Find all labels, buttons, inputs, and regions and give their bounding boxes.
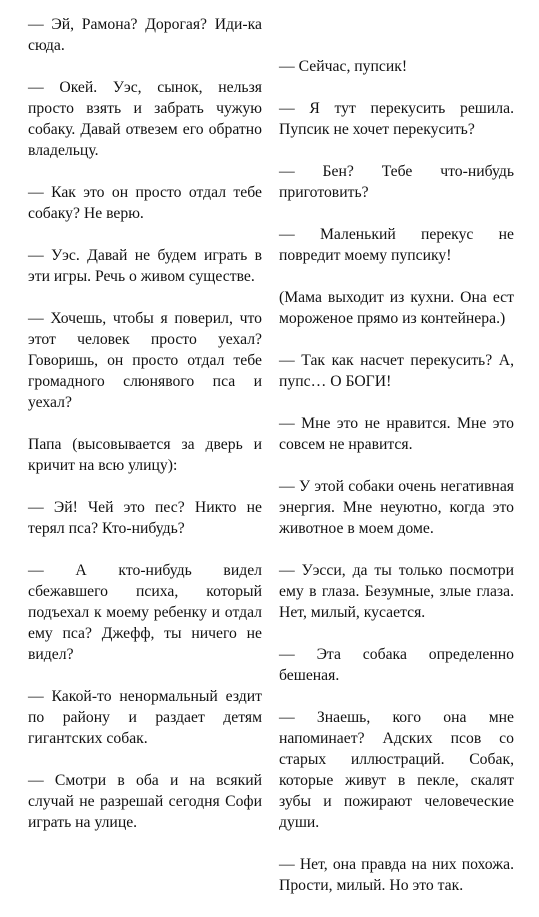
- paragraph: — Эта собака определенно бешеная.: [279, 646, 514, 684]
- paragraph: — Нет, она правда на них похожа. Прости, милый. Но это так.: [279, 856, 514, 894]
- paragraph: (Мама выходит из кухни. Она ест мороженое прямо из контейнера.): [279, 289, 514, 327]
- paragraph: — Уэс. Давай не будем играть в эти игры. Речь о живом существе.: [28, 247, 262, 285]
- paragraph: — А кто-нибудь видел сбежавшего психа, который подъехал к моему ребенку и отдал ему пса? Джефф, ты ничего не видел?: [28, 562, 262, 663]
- paragraph: — У этой собаки очень негативная энергия. Мне неуютно, когда это животное в моем доме.: [279, 478, 514, 537]
- paragraph: — Окей. Уэс, сынок, нельзя просто взять и забрать чужую собаку. Давай отвезем его обратно владельцу.: [28, 79, 262, 159]
- paragraph: — Как это он просто отдал тебе собаку? Не верю.: [28, 184, 262, 222]
- paragraph: — Бен? Тебе что-нибудь приготовить?: [279, 163, 514, 201]
- paragraph: Папа (высовывается за дверь и кричит на всю улицу):: [28, 436, 262, 474]
- paragraph: — Мне это не нравится. Мне это совсем не нравится.: [279, 415, 514, 453]
- paragraph: — Какой-то ненормальный ездит по району и раздает детям гигантских собак.: [28, 688, 262, 747]
- paragraph: — Уэсси, да ты только посмотри ему в глаза. Безумные, злые глаза. Нет, милый, кусается.: [279, 562, 514, 621]
- right-column: [279, 56, 514, 917]
- paragraph: — Хочешь, чтобы я поверил, что этот человек просто уехал? Говоришь, он просто отдал тебе громадного слюнявого пса и уехал?: [28, 310, 262, 411]
- paragraph: — Эй! Чей это пес? Никто не терял пса? Кто-нибудь?: [28, 499, 262, 537]
- paragraph: — Я тут перекусить решила. Пупсик не хочет перекусить?: [279, 100, 514, 138]
- paragraph: — Сейчас, пупсик!: [279, 58, 408, 75]
- paragraph: — Так как насчет перекусить? А, пупс… О БОГИ!: [279, 352, 514, 390]
- paragraph: — Эй, Рамона? Дорогая? Иди-ка сюда.: [28, 16, 262, 54]
- left-column: [28, 14, 262, 854]
- paragraph: — Маленький перекус не повредит моему пупсику!: [279, 226, 514, 264]
- paragraph: — Знаешь, кого она мне напоминает? Адских псов со старых иллюстраций. Собак, которые живут в пекле, скалят зубы и пожирают человеческие души.: [279, 709, 514, 831]
- paragraph: — Смотри в оба и на всякий случай не разрешай сегодня Софи играть на улице.: [28, 772, 262, 831]
